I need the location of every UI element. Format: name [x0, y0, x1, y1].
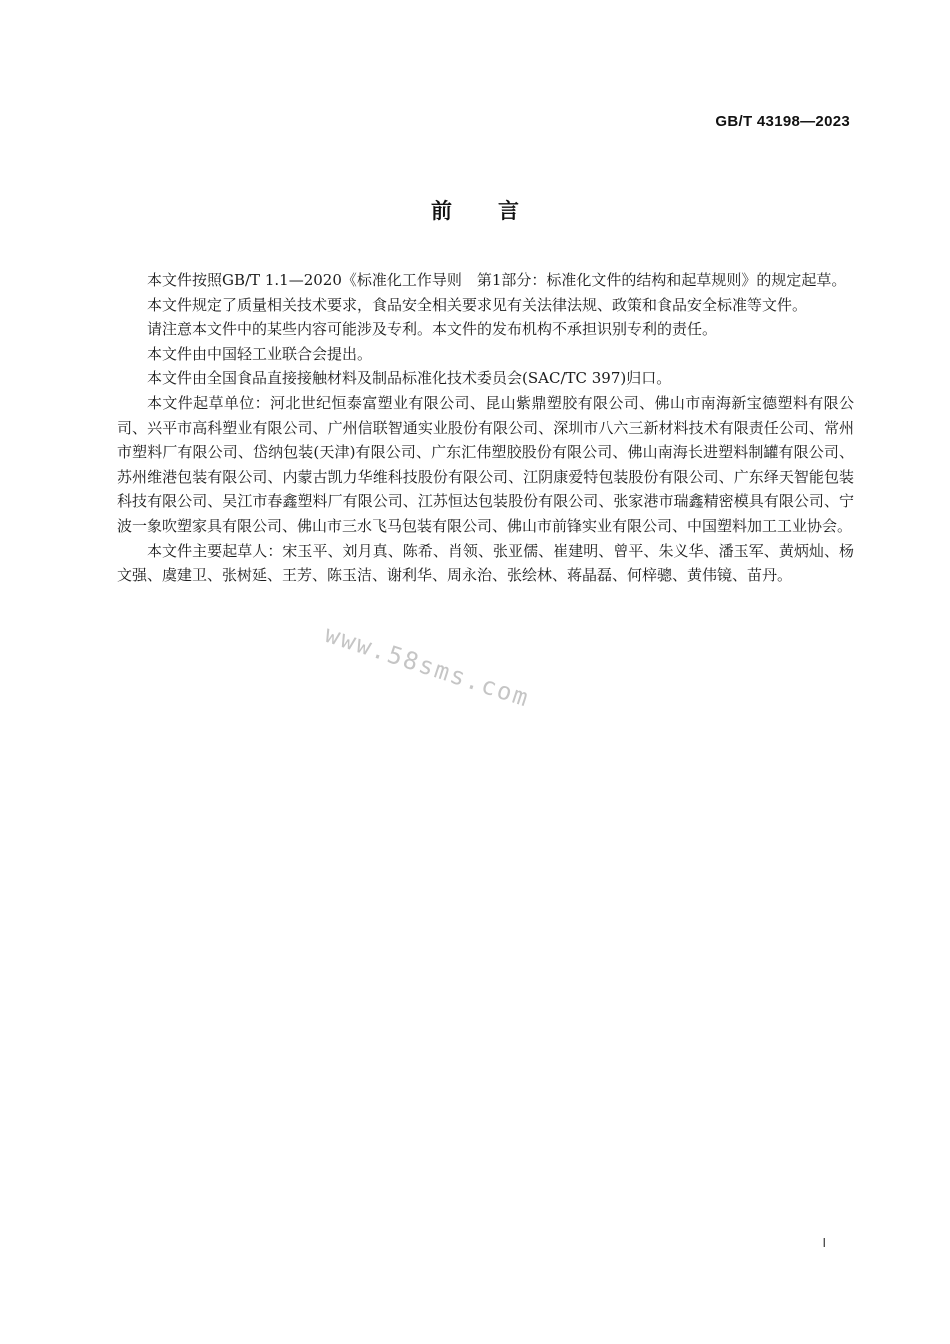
paragraph-patent-notice: 请注意本文件中的某些内容可能涉及专利。本文件的发布机构不承担识别专利的责任。: [147, 320, 718, 339]
page-number: I: [822, 1236, 826, 1250]
watermark: www.58sms.com: [321, 620, 534, 713]
paragraph-drafting-rules: 本文件按照GB/T 1.1—2020《标准化工作导则 第1部分：标准化文件的结构和起草规则》的规定起草。: [147, 271, 847, 289]
paragraph-drafters: 本文件主要起草人：宋玉平、刘月真、陈希、肖领、张亚儒、崔建明、曾平、朱义华、潘玉军、黄炳灿、杨文强、虞建卫、张树延、王芳、陈玉洁、谢利华、周永治、张绘林、蒋晶磊、何梓骢、黄伟镜、苗丹。: [117, 541, 854, 585]
paragraph-proposer: 本文件由中国轻工业联合会提出。: [147, 344, 373, 363]
paragraph-drafting-units: 本文件起草单位：河北世纪恒泰富塑业有限公司、昆山紫鼎塑胶有限公司、佛山市南海新宝德塑料有限公司、兴平市高科塑业有限公司、广州信联智通实业股份有限公司、深圳市八六三新材料技术有限责任公司、常州市塑料厂有限公司、岱纳包装(天津)有限公司、广东汇伟塑胶股份有限公司、佛山南海长进塑料制罐有限公司、苏州维港包装有限公司、内蒙古凯力华维科技股份有限公司、江阴康爱特包装股份有限公司、广东绎天智能包装科技有限公司、吴江市春鑫塑料厂有限公司、江苏恒达包装股份有限公司、张家港市瑞鑫精密模具有限公司、宁波一象吹塑家具有限公司、佛山市三水飞马包装有限公司、佛山市前锋实业有限公司、中国塑料加工工业协会。: [117, 393, 854, 535]
page-title: 前言: [431, 199, 565, 223]
foreword-body: [117, 268, 854, 588]
paragraph-scope-note: 本文件规定了质量相关技术要求，食品安全相关要求见有关法律法规、政策和食品安全标准等文件。: [147, 295, 808, 314]
paragraph-committee: 本文件由全国食品直接接触材料及制品标准化技术委员会(SAC/TC 397)归口。: [147, 369, 672, 388]
standard-number: GB/T 43198—2023: [715, 113, 850, 130]
